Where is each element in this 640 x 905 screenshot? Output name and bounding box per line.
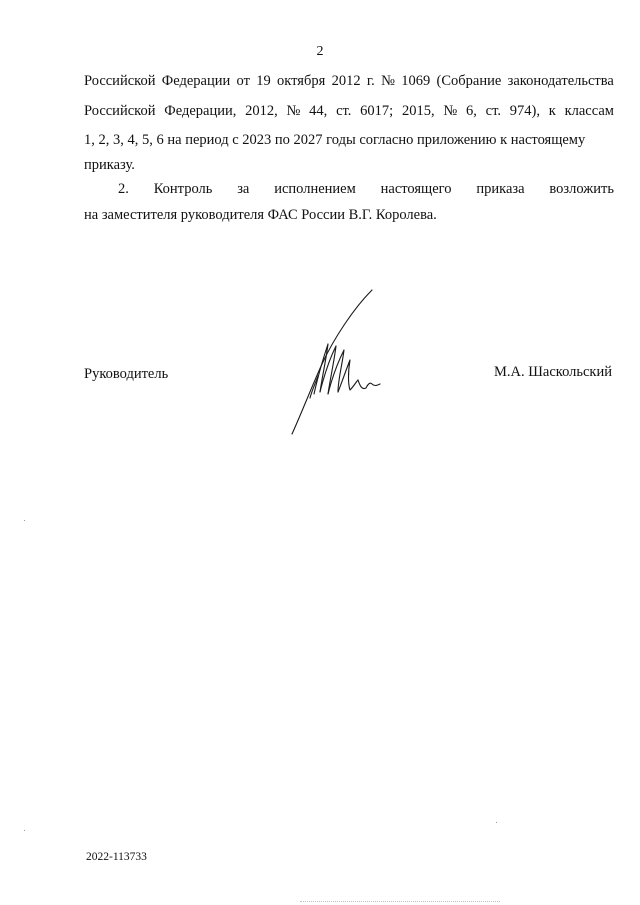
word: к bbox=[548, 103, 556, 119]
word: Российской bbox=[84, 103, 156, 119]
word: (Собрание bbox=[436, 73, 502, 89]
word: № bbox=[443, 103, 458, 119]
word: настоящего bbox=[380, 181, 452, 197]
word: 2012 bbox=[331, 73, 361, 89]
word: 2012, bbox=[245, 103, 278, 119]
word: Контроль bbox=[153, 181, 213, 197]
word: 44, bbox=[309, 103, 328, 119]
word: Федерации bbox=[161, 73, 231, 89]
word: приказа bbox=[476, 181, 525, 197]
word: Российской bbox=[84, 73, 156, 89]
page-number: 2 bbox=[316, 44, 324, 59]
scan-speck bbox=[24, 520, 25, 521]
signer-title: Руководитель bbox=[84, 366, 169, 382]
word: № bbox=[286, 103, 301, 119]
word: 6017; bbox=[360, 103, 394, 119]
paragraph1-line2 bbox=[84, 102, 614, 120]
paragraph1-line4: приказу. bbox=[84, 157, 135, 173]
word: 2. bbox=[118, 181, 129, 197]
word: законодательства bbox=[507, 73, 614, 89]
word: г. bbox=[366, 73, 375, 89]
paragraph2-line1 bbox=[84, 180, 614, 198]
word: 974), bbox=[509, 103, 540, 119]
word: ст. bbox=[485, 103, 501, 119]
paragraph2-line2: на заместителя руководителя ФАС России В.Г. Королева. bbox=[84, 207, 437, 223]
word: 6, bbox=[466, 103, 477, 119]
scan-edge-line bbox=[300, 901, 500, 903]
word: от bbox=[236, 73, 250, 89]
word: возложить bbox=[549, 181, 614, 197]
word: октября bbox=[277, 73, 326, 89]
word: Федерации, bbox=[164, 103, 237, 119]
word: 19 bbox=[256, 73, 271, 89]
paragraph1-line3: 1, 2, 3, 4, 5, 6 на период с 2023 по 2027 годы согласно приложению к настоящему bbox=[84, 132, 586, 148]
signer-name: М.А. Шаскольский bbox=[494, 364, 612, 380]
word: 2015, bbox=[401, 103, 435, 119]
paragraph1-line1 bbox=[84, 72, 614, 90]
scan-speck bbox=[24, 830, 25, 831]
word: № bbox=[381, 73, 395, 89]
registration-number: 2022-113733 bbox=[86, 851, 147, 863]
scan-speck bbox=[496, 822, 497, 823]
handwritten-signature bbox=[282, 286, 392, 438]
word: ст. bbox=[336, 103, 352, 119]
word: исполнением bbox=[274, 181, 356, 197]
word: за bbox=[237, 181, 250, 197]
word: 1069 bbox=[401, 73, 431, 89]
word: классам bbox=[564, 103, 614, 119]
